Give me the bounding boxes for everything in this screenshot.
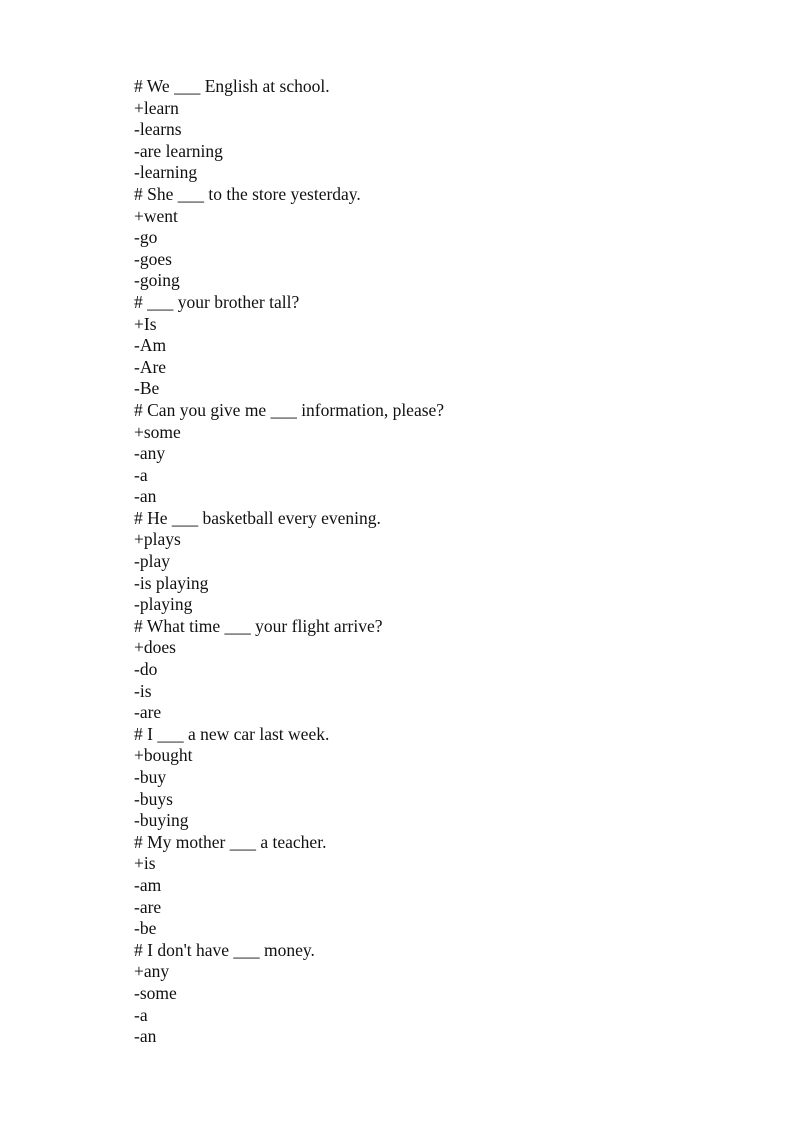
question-text: # I ___ a new car last week. <box>134 723 330 744</box>
answer-option: -some <box>134 982 177 1003</box>
answer-option: -is playing <box>134 572 209 593</box>
answer-option: -buy <box>134 767 167 787</box>
answer-option: -play <box>134 551 170 572</box>
answer-option: -is <box>134 680 152 701</box>
answer-correct: +some <box>134 421 181 442</box>
question-text: # I don't have ___ money. <box>134 939 315 960</box>
answer-correct: +plays <box>134 529 181 550</box>
question-text: # Can you give me ___ information, please? <box>134 399 445 420</box>
question-text: # We ___ English at school. <box>134 76 330 96</box>
answer-option: -are <box>134 702 162 723</box>
answer-option: -going <box>134 270 180 291</box>
answer-option: -playing <box>134 594 193 615</box>
answer-correct: +learn <box>134 97 179 118</box>
answer-option: -an <box>134 1026 157 1047</box>
answer-option: -goes <box>134 248 172 269</box>
answer-option: -learns <box>134 119 182 140</box>
answer-option: -a <box>134 1004 148 1025</box>
answer-option: -any <box>134 443 166 464</box>
answer-option: -buying <box>134 810 189 831</box>
answer-option: -an <box>134 486 157 507</box>
answer-correct: +went <box>134 205 178 226</box>
question-text: # My mother ___ a teacher. <box>134 831 327 852</box>
quiz-content <box>134 76 734 1048</box>
answer-option: -a <box>134 464 148 485</box>
question-text: # He ___ basketball every evening. <box>134 507 381 528</box>
answer-correct: +any <box>134 961 170 982</box>
answer-correct: +is <box>134 853 156 874</box>
answer-option: -learning <box>134 162 198 183</box>
answer-option: -are <box>134 896 162 917</box>
question-text: # What time ___ your flight arrive? <box>134 615 383 636</box>
answer-option: -do <box>134 659 158 680</box>
answer-option: -be <box>134 918 157 939</box>
answer-correct: +does <box>134 637 176 658</box>
answer-correct: +bought <box>134 745 193 766</box>
answer-option: -Be <box>134 378 160 399</box>
answer-option: -Are <box>134 356 167 377</box>
question-text: # She ___ to the store yesterday. <box>134 183 361 204</box>
answer-correct: +Is <box>134 313 157 334</box>
question-text: # ___ your brother tall? <box>134 291 300 312</box>
answer-option: -go <box>134 227 158 248</box>
answer-option: -am <box>134 874 162 895</box>
answer-option: -are learning <box>134 140 223 161</box>
answer-option: -Am <box>134 335 167 356</box>
answer-option: -buys <box>134 788 173 809</box>
